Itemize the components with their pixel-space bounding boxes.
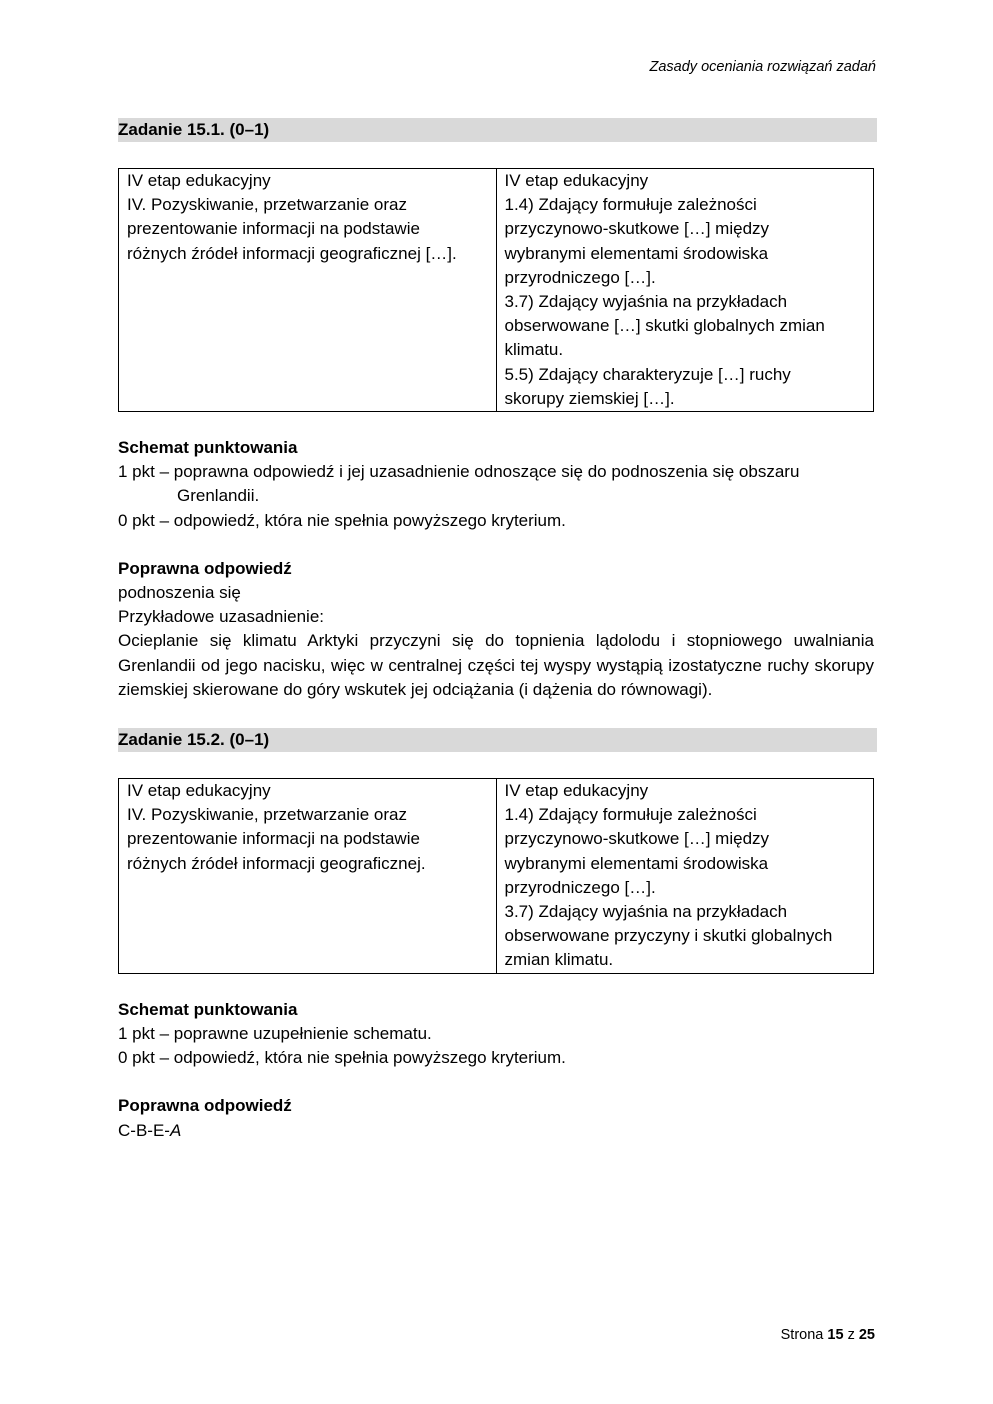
requirement-line: wybranymi elementami środowiska	[504, 243, 769, 263]
requirement-line: różnych źródeł informacji geograficznej.	[127, 853, 426, 873]
general-requirements-cell	[119, 779, 497, 974]
example-label: Przykładowe uzasadnienie:	[118, 607, 325, 627]
requirement-line: IV. Pozyskiwanie, przetwarzanie oraz	[127, 195, 408, 215]
requirement-line: IV etap edukacyjny	[504, 781, 649, 801]
scoring-criteria	[118, 1022, 877, 1070]
requirement-line: klimatu.	[504, 340, 564, 360]
running-header: Zasady oceniania rozwiązań zadań	[649, 59, 876, 75]
requirement-line: 3.7) Zdający wyjaśnia na przykładach	[504, 292, 788, 312]
scoring-1pt-line: 1 pkt – poprawne uzupełnienie schematu.	[118, 1023, 432, 1043]
requirement-line: 3.7) Zdający wyjaśnia na przykładach	[504, 902, 788, 922]
requirements-table	[118, 778, 874, 974]
requirement-line: obserwowane przyczyny i skutki globalnych	[504, 926, 833, 946]
answer-title: Poprawna odpowiedź	[118, 1096, 292, 1116]
requirement-line: przyczynowo-skutkowe […] między	[504, 219, 770, 239]
requirement-line: 1.4) Zdający formułuje zależności	[504, 805, 757, 825]
correct-answer	[118, 1119, 877, 1143]
scoring-1pt-continuation: Grenlandii.	[177, 486, 260, 506]
requirement-line: 1.4) Zdający formułuje zależności	[504, 195, 757, 215]
example-justification: Ocieplanie się klimatu Arktyki przyczyni się do topnienia lądolodu i stopniowego uwalniania Grenlandii od jego nacisku, więc w centralnej części tej wyspy wystąpią izostatyczne ruchy skorupy ziemskiej skierowane do góry wskutek jej odciążania (i dążenia do równowagi).	[118, 631, 874, 699]
scoring-0pt-line: 0 pkt – odpowiedź, która nie spełnia powyższego kryterium.	[118, 1048, 566, 1068]
page-number: 15	[827, 1327, 844, 1343]
scoring-0pt-line: 0 pkt – odpowiedź, która nie spełnia powyższego kryterium.	[118, 510, 566, 530]
requirement-line: obserwowane […] skutki globalnych zmian	[504, 316, 825, 336]
requirement-line: prezentowanie informacji na podstawie	[127, 829, 420, 849]
scoring-criteria	[118, 460, 877, 533]
correct-answer: podnoszenia się	[118, 583, 241, 603]
scoring-title: Schemat punktowania	[118, 438, 298, 458]
requirement-line: skorupy ziemskiej […].	[504, 388, 675, 408]
requirement-line: IV etap edukacyjny	[127, 171, 271, 190]
scoring-title: Schemat punktowania	[118, 999, 298, 1019]
detailed-requirements-cell	[496, 779, 874, 974]
answer-sequence: C-B-E-	[118, 1120, 170, 1140]
requirement-line: prezentowanie informacji na podstawie	[127, 219, 420, 239]
requirement-line: różnych źródeł informacji geograficznej […].	[127, 243, 457, 263]
requirement-line: przyrodniczego […].	[504, 267, 656, 287]
general-requirements-cell	[119, 169, 497, 412]
total-pages: 25	[858, 1327, 875, 1343]
requirement-line: przyczynowo-skutkowe […] między	[504, 829, 770, 849]
answer-title: Poprawna odpowiedź	[118, 558, 292, 578]
requirement-line: wybranymi elementami środowiska	[504, 853, 769, 873]
scoring-1pt-line: 1 pkt – poprawna odpowiedź i jej uzasadnienie odnoszące się do podnoszenia się obszaru	[118, 462, 800, 482]
requirement-line: IV. Pozyskiwanie, przetwarzanie oraz	[127, 805, 408, 825]
page-label: Strona	[780, 1327, 824, 1343]
task-title: Zadanie 15.2. (0–1)	[118, 728, 877, 752]
page-footer	[781, 1325, 875, 1345]
requirement-line: 5.5) Zdający charakteryzuje […] ruchy	[504, 364, 791, 384]
answer-sequence-last: A	[169, 1120, 182, 1140]
page-content	[118, 118, 877, 1143]
requirement-line: IV etap edukacyjny	[127, 781, 271, 801]
requirements-table	[118, 168, 874, 412]
task-title: Zadanie 15.1. (0–1)	[118, 118, 877, 142]
requirement-line: zmian klimatu.	[504, 950, 614, 970]
requirement-line: IV etap edukacyjny	[504, 171, 649, 190]
detailed-requirements-cell	[496, 169, 874, 412]
of-label: z	[847, 1327, 855, 1343]
requirement-line: przyrodniczego […].	[504, 877, 656, 897]
